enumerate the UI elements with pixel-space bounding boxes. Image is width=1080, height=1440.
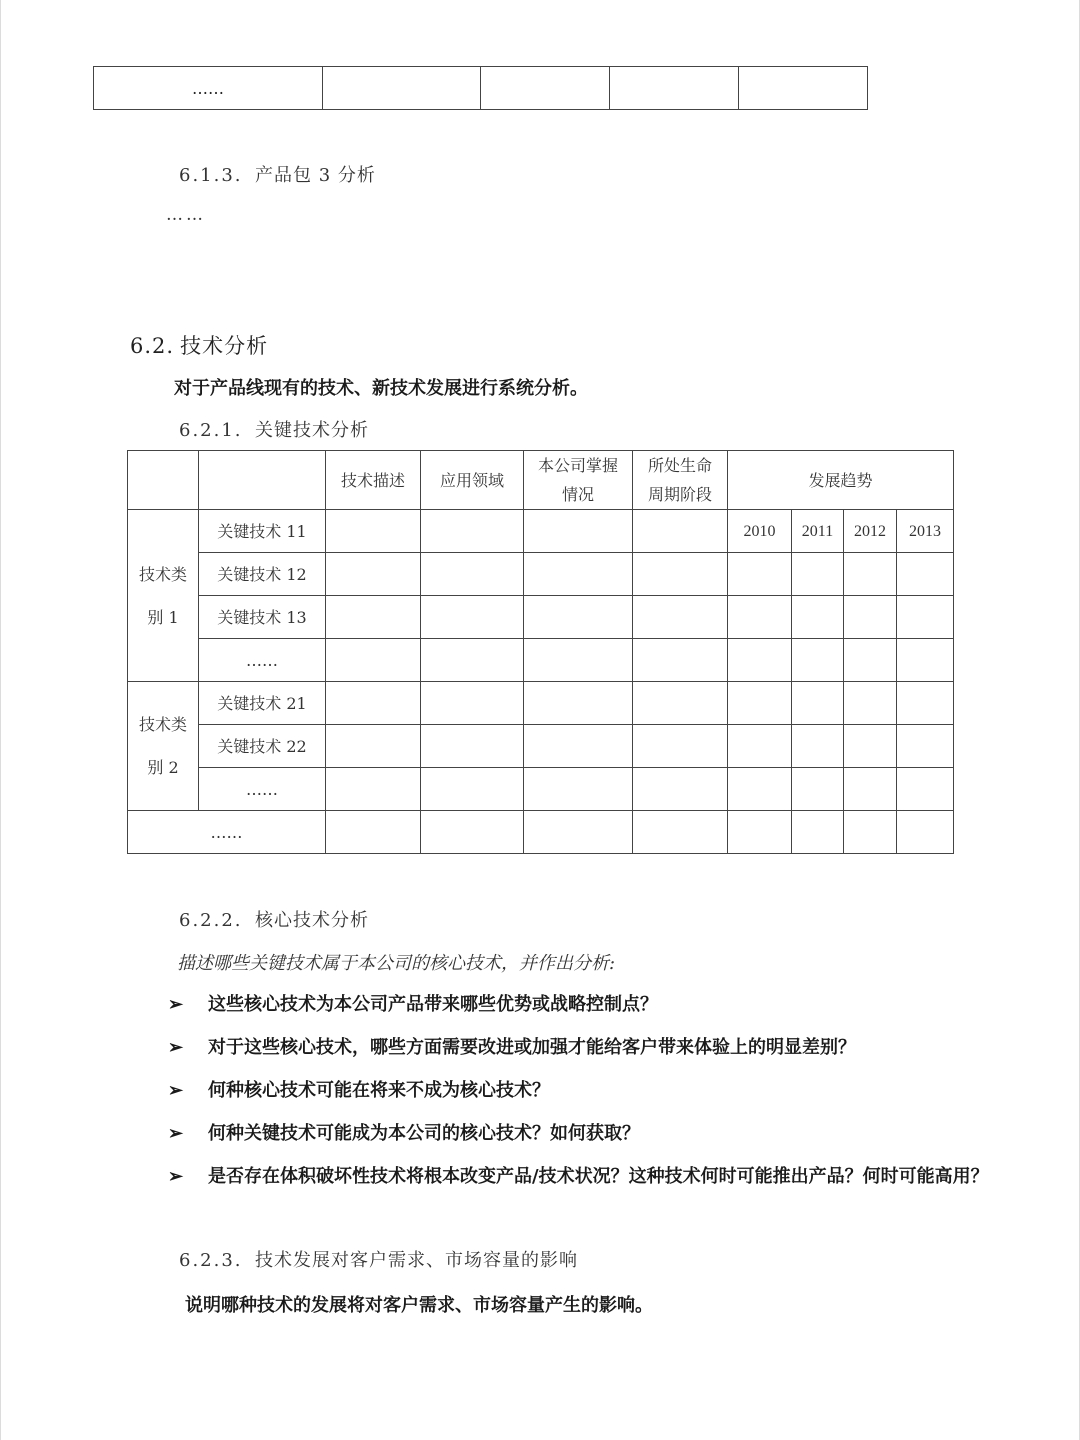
table-row: [128, 682, 954, 725]
table-cell: [728, 639, 792, 682]
year-cell: 2011: [792, 510, 844, 553]
table-cell: [421, 725, 524, 768]
table-cell: ……: [94, 67, 323, 110]
header-mastery-line2: 情况: [561, 485, 594, 504]
table-cell: [792, 768, 844, 811]
tech-name: 关键技术 11: [199, 510, 326, 553]
table-cell: [481, 67, 610, 110]
heading-6-2: [130, 330, 268, 360]
bullet-text: 对于这些核心技术，哪些方面需要改进或加强才能给客户带来体验上的明显差别？: [208, 1037, 856, 1058]
table-cell: [323, 67, 481, 110]
top-table-tail: [93, 66, 868, 110]
tech-name: 关键技术 12: [199, 553, 326, 596]
section-intro: 对于产品线现有的技术、新技术发展进行系统分析。: [174, 378, 588, 399]
table-cell: [326, 682, 421, 725]
table-cell: [897, 553, 954, 596]
heading-number: 6.1.3.: [179, 165, 243, 186]
table-cell: [792, 682, 844, 725]
table-cell: [792, 639, 844, 682]
header-mastery-line1: 本公司掌握: [537, 456, 618, 475]
header-mastery: [524, 451, 633, 510]
table-row: [94, 67, 868, 110]
table-cell: [897, 725, 954, 768]
tech-name: ……: [199, 768, 326, 811]
table-cell: [728, 768, 792, 811]
table-cell: [326, 510, 421, 553]
table-row: [128, 639, 954, 682]
table-cell: [844, 682, 897, 725]
heading-6-2-2: [179, 906, 369, 932]
table-cell: [844, 811, 897, 854]
table-cell: [792, 725, 844, 768]
table-cell: [326, 596, 421, 639]
table-cell: [728, 811, 792, 854]
category-1-cell: [128, 510, 199, 682]
heading-title: 技术发展对客户需求、市场容量的影响: [255, 1250, 578, 1271]
table-cell: [421, 553, 524, 596]
table-cell: [524, 811, 633, 854]
table-cell: [792, 553, 844, 596]
heading-number: 6.2.1.: [179, 420, 243, 441]
category-line2: 别 2: [147, 758, 179, 777]
year-cell: 2012: [844, 510, 897, 553]
arrow-bullet-icon: ➢: [168, 1037, 184, 1058]
table-cell: [728, 682, 792, 725]
list-item: [168, 983, 998, 1026]
table-cell: [524, 768, 633, 811]
table-cell: [792, 596, 844, 639]
table-cell: [610, 67, 739, 110]
table-row: [128, 553, 954, 596]
header-field: 应用领域: [421, 451, 524, 510]
table-cell: [633, 682, 728, 725]
table-row: [128, 725, 954, 768]
heading-number: 6.2.2.: [179, 910, 243, 931]
tech-name: ……: [199, 639, 326, 682]
bullet-text: 这些核心技术为本公司产品带来哪些优势或战略控制点？: [208, 994, 658, 1015]
arrow-bullet-icon: ➢: [168, 1166, 184, 1187]
heading-title: 关键技术分析: [255, 420, 369, 441]
table-cell: [421, 768, 524, 811]
header-lifecycle-line1: 所处生命: [647, 456, 712, 475]
list-item: [168, 1069, 998, 1112]
table-header-row: [128, 451, 954, 510]
table-cell: [739, 67, 868, 110]
section-text: 说明哪种技术的发展将对客户需求、市场容量产生的影响。: [185, 1295, 653, 1316]
table-cell: [633, 510, 728, 553]
ellipsis-text: ……: [166, 205, 206, 225]
table-cell: [728, 553, 792, 596]
table-row: [128, 768, 954, 811]
table-row: [128, 811, 954, 854]
arrow-bullet-icon: ➢: [168, 994, 184, 1015]
tech-name: 关键技术 22: [199, 725, 326, 768]
heading-number: 6.2.: [130, 334, 175, 358]
tech-name: 关键技术 13: [199, 596, 326, 639]
heading-6-2-3: [179, 1246, 578, 1272]
table-cell: [728, 725, 792, 768]
table-cell: [421, 510, 524, 553]
table-cell: [633, 768, 728, 811]
table-cell: [897, 596, 954, 639]
heading-title: 产品包 3 分析: [255, 165, 376, 186]
bullet-text: 是否存在体积破坏性技术将根本改变产品/技术状况？这种技术何时可能推出产品？何时可能高用？: [208, 1166, 989, 1187]
table-cell: [524, 639, 633, 682]
heading-6-2-1: [179, 416, 369, 442]
header-lifecycle: [633, 451, 728, 510]
more-cell: ……: [128, 811, 326, 854]
table-cell: [897, 768, 954, 811]
header-lifecycle-line2: 周期阶段: [647, 485, 712, 504]
table-cell: [326, 768, 421, 811]
heading-number: 6.2.3.: [179, 1250, 243, 1271]
table-cell: [633, 639, 728, 682]
section-intro: 描述哪些关键技术属于本公司的核心技术，并作出分析:: [177, 953, 616, 974]
table-cell: [897, 639, 954, 682]
table-cell: [524, 510, 633, 553]
table-cell: [792, 811, 844, 854]
table-cell: [421, 639, 524, 682]
table-row: [128, 510, 954, 553]
table-cell: [199, 451, 326, 510]
table-cell: [633, 596, 728, 639]
table-cell: [326, 725, 421, 768]
table-cell: [524, 725, 633, 768]
table-cell: [128, 451, 199, 510]
table-cell: [633, 811, 728, 854]
category-2-cell: [128, 682, 199, 811]
table-cell: [844, 725, 897, 768]
category-line2: 别 1: [147, 607, 179, 627]
table-cell: [524, 553, 633, 596]
table-cell: [728, 596, 792, 639]
heading-6-1-3: [179, 161, 376, 187]
table-cell: [421, 811, 524, 854]
year-cell: 2010: [728, 510, 792, 553]
table-cell: [326, 553, 421, 596]
bullet-text: 何种核心技术可能在将来不成为核心技术？: [208, 1080, 550, 1101]
heading-title: 核心技术分析: [255, 910, 369, 931]
list-item: [168, 1112, 998, 1155]
table-cell: [633, 725, 728, 768]
table-cell: [326, 811, 421, 854]
heading-title: 技术分析: [180, 334, 269, 358]
table-cell: [633, 553, 728, 596]
header-desc: 技术描述: [326, 451, 421, 510]
arrow-bullet-icon: ➢: [168, 1123, 184, 1144]
table-cell: [844, 768, 897, 811]
list-item: [168, 1155, 998, 1198]
table-cell: [844, 639, 897, 682]
table-row: [128, 596, 954, 639]
table-cell: [897, 682, 954, 725]
table-cell: [524, 682, 633, 725]
category-line1: 技术类: [138, 564, 187, 584]
table-cell: [897, 811, 954, 854]
header-trend: 发展趋势: [728, 451, 954, 510]
key-technology-table: [127, 450, 954, 854]
tech-name: 关键技术 21: [199, 682, 326, 725]
page-edge-left: [0, 0, 1, 1440]
table-cell: [524, 596, 633, 639]
list-item: [168, 1026, 998, 1069]
table-cell: [421, 682, 524, 725]
arrow-bullet-icon: ➢: [168, 1080, 184, 1101]
category-line1: 技术类: [138, 715, 187, 734]
bullet-text: 何种关键技术可能成为本公司的核心技术？如何获取？: [208, 1123, 640, 1144]
table-cell: [326, 639, 421, 682]
table-cell: [844, 553, 897, 596]
table-cell: [844, 596, 897, 639]
year-cell: 2013: [897, 510, 954, 553]
table-cell: [421, 596, 524, 639]
bullet-list: [168, 983, 998, 1198]
